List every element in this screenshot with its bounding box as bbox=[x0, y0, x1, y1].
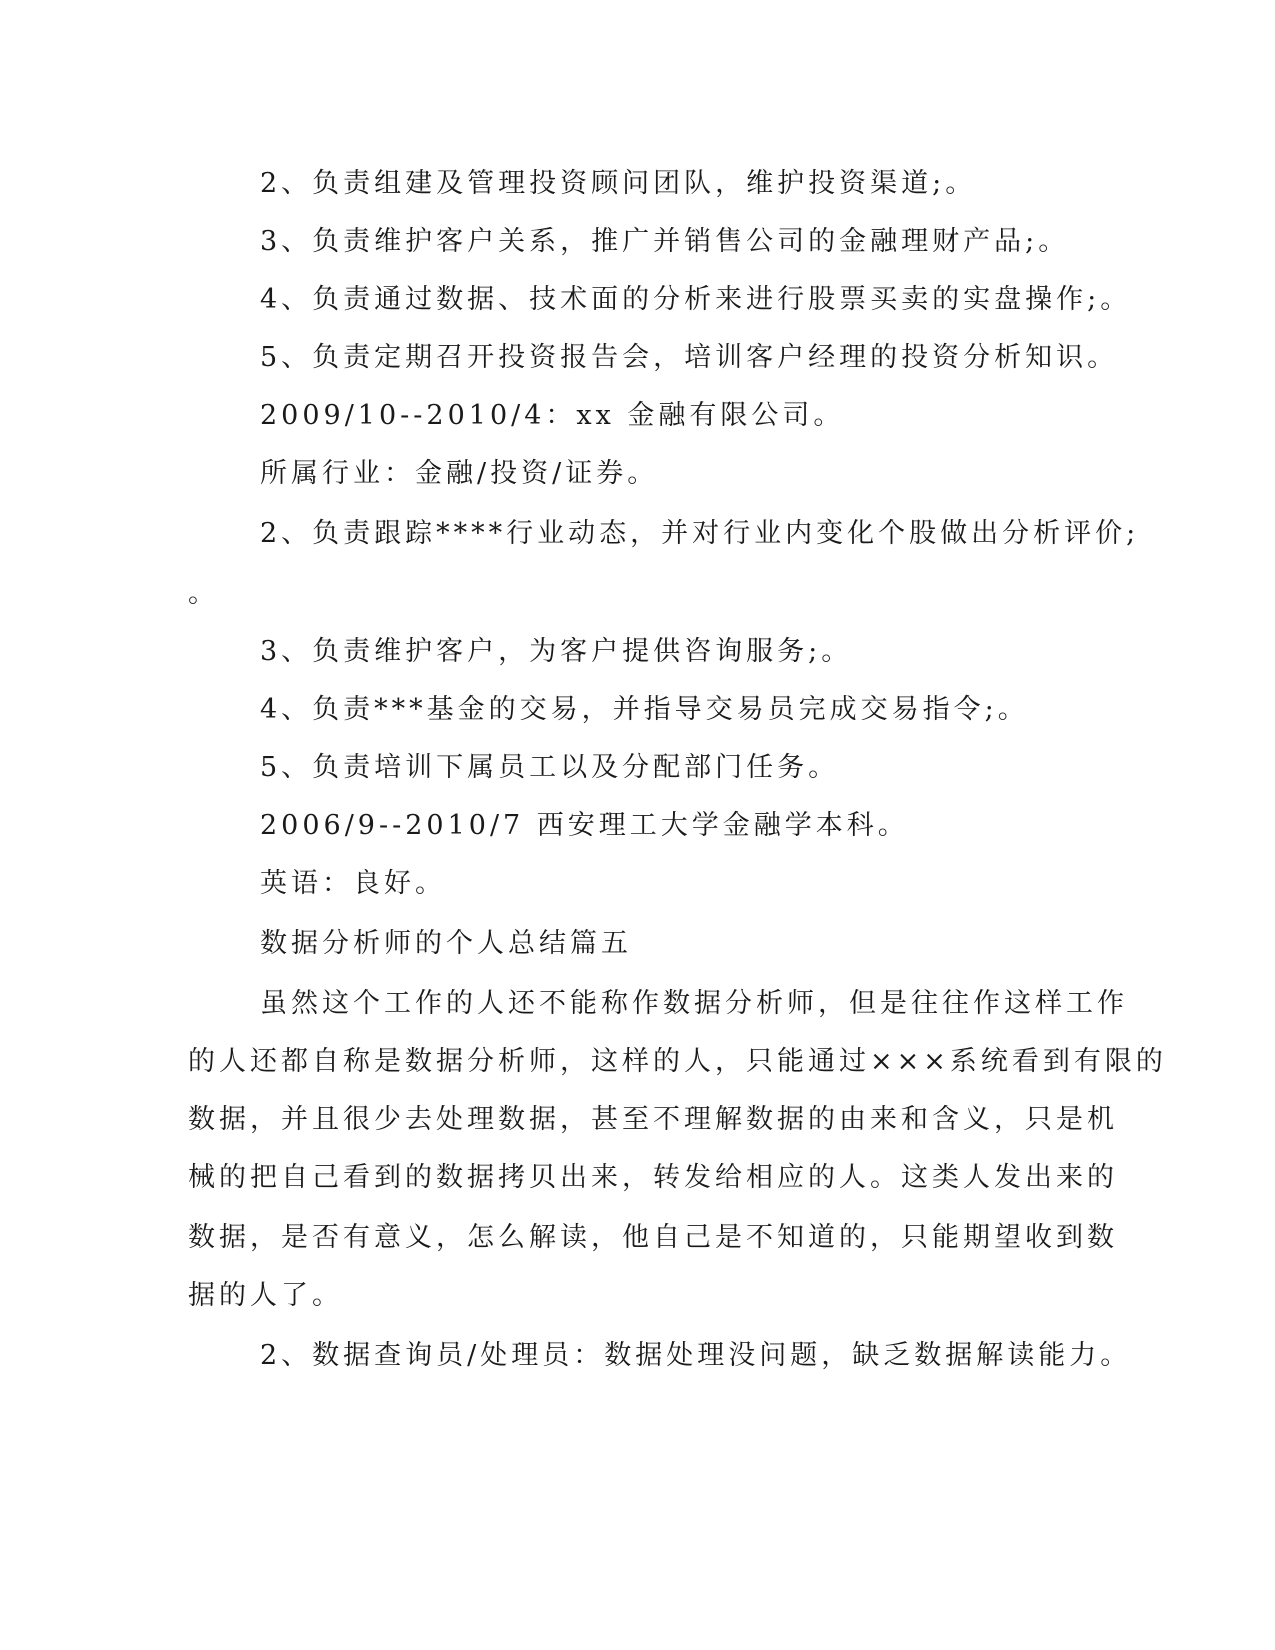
paragraph-line: 的人还都自称是数据分析师，这样的人，只能通过×××系统看到有限的 bbox=[188, 1046, 1167, 1077]
paragraph-line: 英语：良好。 bbox=[260, 868, 446, 899]
paragraph-line: 4、负责***基金的交易，并指导交易员完成交易指令;。 bbox=[260, 694, 1029, 725]
paragraph-line: 2009/10--2010/4：xx 金融有限公司。 bbox=[260, 400, 845, 431]
paragraph-line: 4、负责通过数据、技术面的分析来进行股票买卖的实盘操作;。 bbox=[260, 284, 1132, 315]
paragraph-line: 5、负责培训下属员工以及分配部门任务。 bbox=[260, 752, 840, 783]
paragraph-line: 。 bbox=[188, 578, 219, 609]
paragraph-line: 3、负责维护客户，为客户提供咨询服务;。 bbox=[260, 636, 853, 667]
paragraph-line: 2、负责组建及管理投资顾问团队，维护投资渠道;。 bbox=[260, 168, 977, 199]
paragraph-line: 5、负责定期召开投资报告会，培训客户经理的投资分析知识。 bbox=[260, 342, 1119, 373]
paragraph-line: 数据，是否有意义，怎么解读，他自己是不知道的，只能期望收到数 bbox=[188, 1222, 1118, 1253]
paragraph-line: 2006/9--2010/7 西安理工大学金融学本科。 bbox=[260, 810, 909, 841]
paragraph-line: 械的把自己看到的数据拷贝出来，转发给相应的人。这类人发出来的 bbox=[188, 1162, 1118, 1193]
paragraph-line: 数据，并且很少去处理数据，甚至不理解数据的由来和含义，只是机 bbox=[188, 1104, 1118, 1135]
section-heading: 数据分析师的个人总结篇五 bbox=[260, 928, 632, 959]
paragraph-line: 3、负责维护客户关系，推广并销售公司的金融理财产品;。 bbox=[260, 226, 1070, 257]
paragraph-line: 2、负责跟踪****行业动态，并对行业内变化个股做出分析评价; bbox=[260, 518, 1140, 549]
paragraph-line: 所属行业：金融/投资/证券。 bbox=[260, 458, 659, 489]
paragraph-line: 2、数据查询员/处理员：数据处理没问题，缺乏数据解读能力。 bbox=[260, 1340, 1132, 1371]
paragraph-line: 虽然这个工作的人还不能称作数据分析师，但是往往作这样工作 bbox=[260, 988, 1128, 1019]
paragraph-line: 据的人了。 bbox=[188, 1280, 343, 1311]
